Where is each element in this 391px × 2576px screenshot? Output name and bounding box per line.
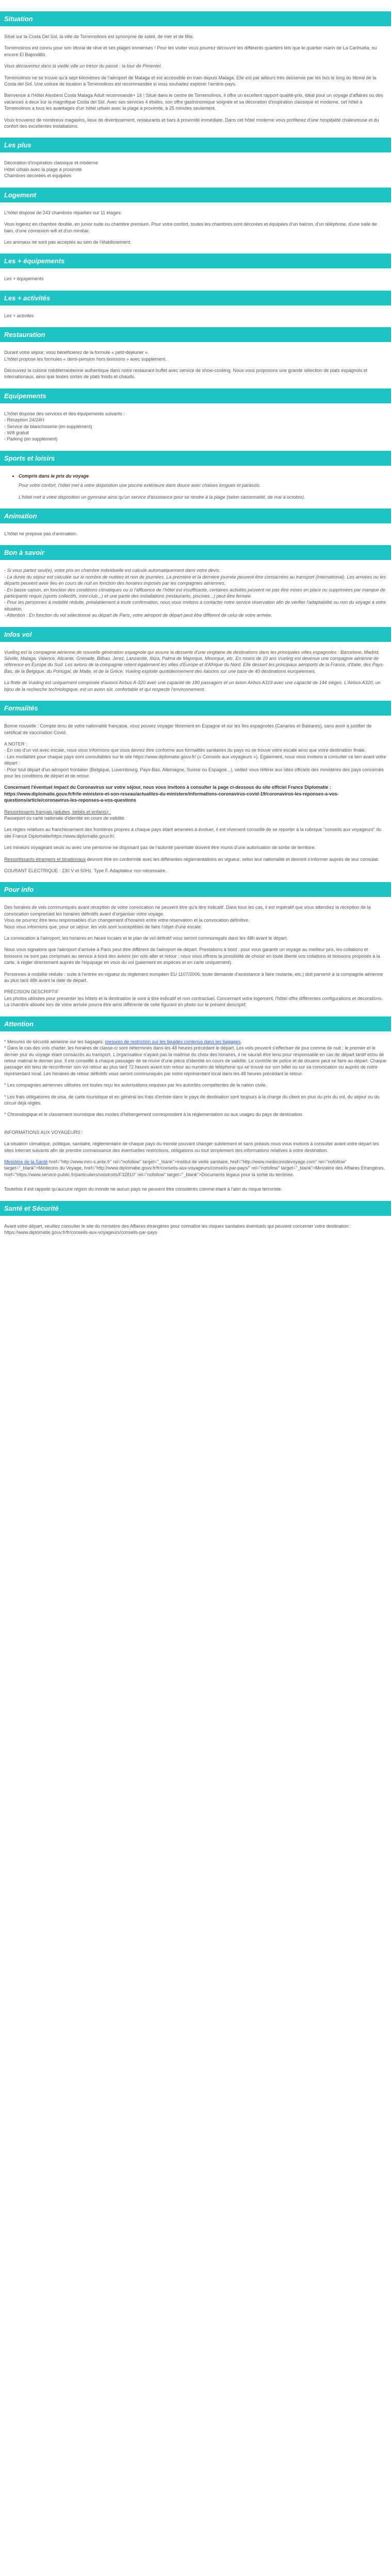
- equipement-item: - Wifi gratuit: [4, 430, 29, 435]
- paragraph: * Les compagnies aériennes utilisées ont toutes reçu les autorisations requises par les autorités compétentes de la nation civile.: [4, 1082, 267, 1088]
- paragraph: - Les modalités pour chaque pays sont consultables sur le site https://www.diplomatie.gouv.fr/ (« Conseils aux voyageurs »). Également, nous vous invitons à consulter ce lien avant votre départ :: [4, 754, 386, 766]
- liquids-restriction-link[interactable]: mesures de restriction sur les liquides contenus dans les bagages: [105, 1039, 241, 1044]
- section-animation: [0, 531, 391, 537]
- section-title-plus-equipements: Les + équipements: [0, 253, 391, 268]
- equipement-item: - Service de blanchisserie (en supplément): [4, 423, 92, 429]
- section-title-sante-securite: Santé et Sécurité: [0, 1201, 391, 1216]
- les-plus-item: Chambres décorées et équipées: [4, 173, 72, 179]
- section-situation: [0, 33, 391, 129]
- section-title-animation: Animation: [0, 509, 391, 523]
- section-title-les-plus: Les plus: [0, 138, 391, 152]
- paragraph: L'hôtel propose les formules « demi-pension hors boissons » avec supplément.: [4, 356, 167, 362]
- paragraph: Bonne nouvelle ; Compte tenu de votre nationalité française, vous pouvez voyager librement en Espagne et sur les îles espagnoles (Canaries et Baléares), sans avoir à justifier de certificat de vaccination Covid.: [4, 723, 372, 735]
- text: href="http://www.mm-s.ante.fr" rel="nofollow" target="_blank">Institut de veille sanitaire, href="http://www.medecinsdevoyage.com" rel="nofollow" target="_blank">Médecins du Voyage, href="http://www.diplomatie.gouv.fr/fr/conseils-aux-voyageurs/conseils-par-pays/" rel="nofollow" target="_blank">Ministère des Affaires Etrangères, href="https://www.service-public.fr/particuliers/vosdroits/F32810" rel="nofollow" target="_blank">Documents légaux pour la sortie du territoire.: [4, 1159, 385, 1177]
- paragraph: Vueling est la compagnie aérienne de nouvelle génération espagnole qui assure la desserte d'une vingtaine de destinations dans les principales villes espagnoles : Barcelone, Madrid, Séville, Malaga, Valence, Alicante, Grenade, Bilbao, Jerez, Lanzarote, Ibiza, Palma de Majorque, Minorque, etc. En moins de 10 ans Vueling est devenue une compagnie aérienne de référence en Europe du Sud. Les avions de la compagnie relient également les villes d'Europe et d'Afrique du Nord. Elle dessert les principaux aéroports de la France, d'Italie, des Pays-Bas, de la Belgique, du Portugal, de Malte, et de la Grèce. Vueling exploite quotidiennement des liaisons sur une base de 40 destinations européennes.: [4, 649, 384, 674]
- section-plus-equipements: [0, 276, 391, 282]
- ressortissants-etrangers-title: Ressortissants étrangers et binationaux: [4, 856, 86, 862]
- section-title-infos-vol: Infos vol: [0, 627, 391, 642]
- paragraph: Les + activités: [4, 313, 34, 318]
- paragraph: L'hôtel dispose des services et des équipements suivants :: [4, 411, 125, 416]
- paragraph: * Chronologique et le classement touristique des modes d'hébergement correspondent à la réglementation ou aux usages du pays de destination.: [4, 1112, 304, 1117]
- sports-bullet: • Compris dans le prix du voyage: [19, 473, 387, 479]
- section-title-logement: Logement: [0, 188, 391, 202]
- paragraph: Nous vous signalons que l'aéroport d'arrivée à Paris peut être différent de l'aéroport de départ. Prestations à bord : pour vous garantir un voyage au meilleur prix, les collations et boissons ne sont pas comprises au service à bord des avions (en vols aller et retour ; nous vous offrons la possibilité de choisir en toute liberté vos collations et boissons proposés à la carte, à régler directement auprès de l'équipage en vous du vol (paiement en espèces et en carte uniquement).: [4, 947, 380, 965]
- section-formalites: [0, 723, 391, 874]
- ressortissants-etrangers-text: devront être en conformité avec les différentes réglementations en vigueur, selon leur nationalité et devront s'informer auprès de leur consulat.: [86, 856, 379, 862]
- paragraph: Bienvenue à l'Hôtel Alexbest Costa Malaga Adult recommandé+ 16 ! Situé dans le centre de Torremolinos, il offre un excellent rapport qualité-prix, idéal pour un voyage d'affaires ou des vacances à deux sur la magnifique Costa del Sol. Avec ses services 4 étoiles, son offre gastronomique soignée et sa décoration d'inspiration classique et moderne, cet hôtel à Torremolinos a tous les avantages d'un hôtel urbain avec la plage à proximité, à 25 minutes seulement.: [4, 93, 383, 111]
- paragraph: Des horaires de vols communiqués avant réception de votre convocation ne peuvent être qu'à titre indicatif. Dans tous les cas, il est impératif que vous attendiez la réception de la convocation comprenant les horaires définitifs avant d'organiser votre voyage.: [4, 905, 371, 917]
- paragraph: L'hôtel met à votre disposition un gymnase ainsi qu'un service d'assistance pour se rendre à la plage (selon saisonnalité, de mai à octobre).: [19, 494, 305, 500]
- paragraph: - En basse saison, en fonction des conditions climatiques ou si l'affluence de l'hôtel est insuffisante, certaines activités peuvent ne pas être mises en place ou supprimées par manque de participants requis (sports collectifs, mini-club...) et une partie des installations (restaurants, piscines...) peut être fermée.: [4, 587, 385, 599]
- paragraph: [4, 856, 387, 862]
- paragraph: - En cas d'un vol avec escale, nous vous informons que vous devrez être conforme aux formalités sanitaires du pays où se trouve votre escale ainsi que votre destination finale.: [4, 748, 366, 753]
- paragraph: Les règles relatives au franchissement des frontières propres à chaque pays étant amenées à évoluer, il est vivement conseillé de se reporter à la rubrique "conseils aux voyageurs" du site France Diplomatie/https://www.diplomatie.gouv.fr/.: [4, 827, 382, 839]
- paragraph: Avant votre départ, veuillez consulter le site du ministère des Affaires étrangères pour connaître les risques sanitaires éventuels qui peuvent concerner votre destination : https://www.diplomatie.gouv.fr/fr/conseils-aux-voyageurs/conseils-par-pays: [4, 1223, 352, 1235]
- paragraph: * Les frais obligatoires de visa, de carte touristique et en général les frais d'entrée dans le pays de destination sont toujours à la charge du client en plus du prix du vol, du séjour ou du circuit déjà réglés.: [4, 1094, 380, 1106]
- paragraph: Les mineurs voyageant seuls ou avec une personne ne disposant pas de l'autorité parentale doivent être munis d'une autorisation de sortie de territoire.: [4, 845, 316, 851]
- info-voyageurs-title: INFORMATIONS AUX VOYAGEURS :: [4, 1129, 83, 1135]
- paragraph: Situé sur la Costa Del Sol, la ville de Torremolinos est synonyme de soleil, de mer et de fête.: [4, 34, 194, 39]
- sports-details: [4, 482, 387, 500]
- paragraph: L'hôtel dispose de 243 chambres réparties sur 11 étages.: [4, 210, 122, 215]
- text: .: [240, 1039, 242, 1044]
- section-pour-info: [0, 904, 391, 1008]
- section-sports-loisirs: [0, 473, 391, 500]
- paragraph: - La durée du séjour est calculée sur le nombre de nuitées et non de journées. La première et la dernière journée peuvent être consacrées au transport (International). Les arrivées ou les départs peuvent avoir lieu en cours de nuit en fonction des horaires imposés par les compagnies aériennes.: [4, 574, 386, 586]
- paragraph: - Pour tout départ d'un aéroport frontalier (Belgique, Luxembourg, Pays-Bas, Allemagne, Suisse ou Espagne...), veillez vous référer aux sites officiels des ministères des pays concernés pour les conditions de départ et de retour.: [4, 767, 384, 778]
- paragraph: Découvrez la cuisine méditerranéenne authentique dans notre restaurant buffet avec service de show-cooking. Nous vous proposons une grande sélection de plats espagnols et internationaux, ainsi que toutes sortes de plats froids et chauds.: [4, 367, 368, 380]
- section-title-bon-a-savoir: Bon à savoir: [0, 545, 391, 560]
- section-restauration: [0, 349, 391, 380]
- section-logement: [0, 210, 391, 246]
- section-title-restauration: Restauration: [0, 327, 391, 342]
- section-equipements: [0, 411, 391, 443]
- section-title-pour-info: Pour info: [0, 882, 391, 897]
- section-attention: [0, 1039, 391, 1193]
- paragraph: Nous vous informons que, pour ce séjour, les vols sont susceptibles de faire l'objet d'une escale.: [4, 924, 202, 929]
- paragraph: * Dans le cas des vols charter, les horaires de classe-ci sont déterminés dans les 48 heures précédant le départ. Les vols peuvent s'effectuer de jour comme de nuit ; le premier et le dernier jour du voyage étant consacrés au transport. L'organisateur n'ayant pas la maîtrise du choix des horaires, il ne saurait être tenu pour responsable en cas de départ tardif et/ou de retour matinal le dernier jour. Il est conseillé à chaque passager de se munir d'une pièce d'identité en cours de validité. Le contrôle de police et de douane peut se faire au départ. Chaque passager est tenu de reconfirmer son vol retour au plus tard 72 heures avant son retour au numéro de téléphone qui se trouve sur son billet ou sur sa convocation ou auprès de notre représentant local. Les horaires de retour définitifs vous seront communiqués par notre représentant local dans les 48 heures précédant le retour.: [4, 1045, 386, 1076]
- paragraph: - Attention : En fonction du vol sélectionné au départ de Paris, votre aéroport de départ peut être différent de celui de votre arrivée.: [4, 613, 272, 618]
- paragraph: [4, 1159, 387, 1178]
- les-plus-item: Décoration d'inspiration classique et moderne: [4, 160, 98, 166]
- paragraph: Toutefois il est rappelé qu'aucune région du monde ne aucun pays ne peuvent être considérés comme étant à l'abri du risque terroriste.: [4, 1187, 282, 1192]
- section-sante-securite: [0, 1223, 391, 1236]
- section-title-situation: Situation: [0, 11, 391, 26]
- section-title-formalites: Formalités: [0, 701, 391, 716]
- text: * Mesures de sécurité aérienne sur les bagages:: [4, 1039, 105, 1044]
- paragraph: Vous découvrirez dans la vieille ville un trésor du passé : la tour de Pimentel.: [4, 63, 162, 69]
- section-title-sports-loisirs: Sports et loisirs: [0, 451, 391, 466]
- section-infos-vol: [0, 649, 391, 692]
- covid-notice: Concernant l'éventuel impact du Coronavirus sur votre séjour, nous vous invitons à consulter la page ci-dessous du site officiel France Diplomatie :: [4, 785, 331, 790]
- ressortissants-francais-title: Ressortissants français (adultes, bébés et enfants) :: [4, 809, 111, 815]
- paragraph: La convocation à l'aéroport, les horaires en heure locales et le plan de vol définitif vous seront communiqués dans les 48h avant le départ.: [4, 936, 288, 941]
- section-title-equipements: Equipements: [0, 388, 391, 403]
- nota-title: A NOTER :: [4, 741, 27, 747]
- section-title-attention: Attention: [0, 1016, 391, 1031]
- paragraph: La flotte de Vueling est uniquement composée d'avions Airbus A-320 avec une capacité de 180 passagers et un avion Airbus A319 avec une capacité de 144 sièges. L'Airbus A320, un bijou de la recherche technologique, est un avion sûr, confortable et qui respecte l'environnement.: [4, 680, 381, 692]
- paragraph: Torremolinos est connu pour son littoral de rêve et ses plages immenses ! Pour les visiter vous pourrez découvrir les différents quartiers tels que le quartier marin de La Carihuela, ou encore El Bajondillo.: [4, 45, 377, 57]
- equipement-item: - Parking (en supplément): [4, 436, 58, 442]
- paragraph: Vous logerez en chambre double, en junior suite ou chambre premium. Pour votre confort, toutes les chambres sont décorées et équipées d'un balcon, d'un téléphone, d'une salle de bain, d'une connexion wifi et d'un minibar.: [4, 222, 377, 233]
- section-les-plus: [0, 160, 391, 179]
- paragraph: Personnes à mobilité réduite : suite à l'entrée en vigueur du règlement européen EU 1107/2006, toute demande d'assistance à faire roulante, etc.) doit parvenir à la compagnie aérienne au plus tard 48h avant la date de départ.: [4, 971, 383, 984]
- section-title-plus-activites: Les + activités: [0, 291, 391, 306]
- paragraph: - Si vous partez seul(e), votre prix en chambre individuelle est calculé automatiquement dans votre devis.: [4, 568, 221, 573]
- paragraph: Durant votre séjour, vous bénéficierez de la formule « petit-déjeuner ».: [4, 350, 149, 355]
- precision-title: PRÉCISION DESCRIPTIF: [4, 989, 59, 995]
- les-plus-item: Hôtel urbain avec la plage à proximité: [4, 166, 82, 172]
- section-bon-a-savoir: [0, 567, 391, 618]
- paragraph: [4, 1039, 387, 1045]
- paragraph: Les photos utilisées pour présenter les hôtels et la destination le sont à titre indicatif et non contractuel. Concernant votre logement, l'hôtel offre différentes configurations et décorations. La chambre allouée lors de votre arrivée pourra être ainsi différente de celle figurant en photo sur le présent descriptif.: [4, 995, 383, 1008]
- paragraph: Pour votre confort, l'hôtel met à votre disposition une piscine extérieure dans douce avec chaises longues et parasols.: [19, 483, 261, 488]
- paragraph: La situation climatique, politique, sanitaire, réglementaire de chaque pays du monde pouvant changer subitement et sans préavis nous vous invitons à consulter avant votre départ les sites Internet suivants afin de prendre connaissance des éventuelles restrictions, obligations ou tout simplement des informations relatives à votre destination.: [4, 1141, 379, 1153]
- paragraph: - Pour les personnes à mobilité réduite, préalablement à toute confirmation, nous vous invitons à contacter notre service réservation afin de vérifier l'adaptabilité ou non du voyage à votre situation.: [4, 600, 386, 612]
- paragraph: Torremolinos ne se trouve qu'à sept kilomètres de l'aéroport de Malaga et est accessible en train depuis Malaga. Elle est par ailleurs très desservie par les bus le long du littoral de la Costa del Sol. Une voiture de location à Torremolinos est recommandée si vous souhaitez explorer l'arrière-pays.: [4, 75, 377, 87]
- paragraph: Passeport ou carte nationale d'identité en cours de validité.: [4, 815, 126, 821]
- section-plus-activites: [0, 313, 391, 319]
- sports-list: [4, 473, 387, 479]
- ministere-sante-link[interactable]: Ministère de la Santé: [4, 1159, 48, 1164]
- paragraph: Les + équipements: [4, 276, 44, 282]
- paragraph: Vous ne pourrez être tenu responsables d'un changement d'horaires entre votre réservation et la convocation définitive.: [4, 918, 250, 923]
- paragraph: Vous trouverez de nombreux magasins, lieux de divertissement, restaurants et bars à proximité immédiate. Dans cet hôtel moderne vous profiterez d'une hospitalité chaleureuse et du confort des excellentes installations.: [4, 117, 379, 129]
- equipement-item: - Réception 24/24H: [4, 417, 44, 423]
- paragraph: COURANT ELECTRIQUE : 230 V et 50Hz. Type F. Adaptateur non nécessaire.: [4, 868, 167, 873]
- covid-link[interactable]: https://www.diplomatie.gouv.fr/fr/le-ministere-et-son-reseau/actualites-du-ministere/informations-coronavirus-covid-19/coronavirus-les-reponses-a-vos-questions/article/coronavirus-les-reponses-a-vos-questions: [4, 791, 339, 803]
- page: [0, 0, 391, 1256]
- paragraph: L'hôtel ne propose pas d'animation.: [4, 531, 77, 536]
- paragraph: Les animaux ne sont pas acceptés au sein de l'établissement.: [4, 239, 132, 245]
